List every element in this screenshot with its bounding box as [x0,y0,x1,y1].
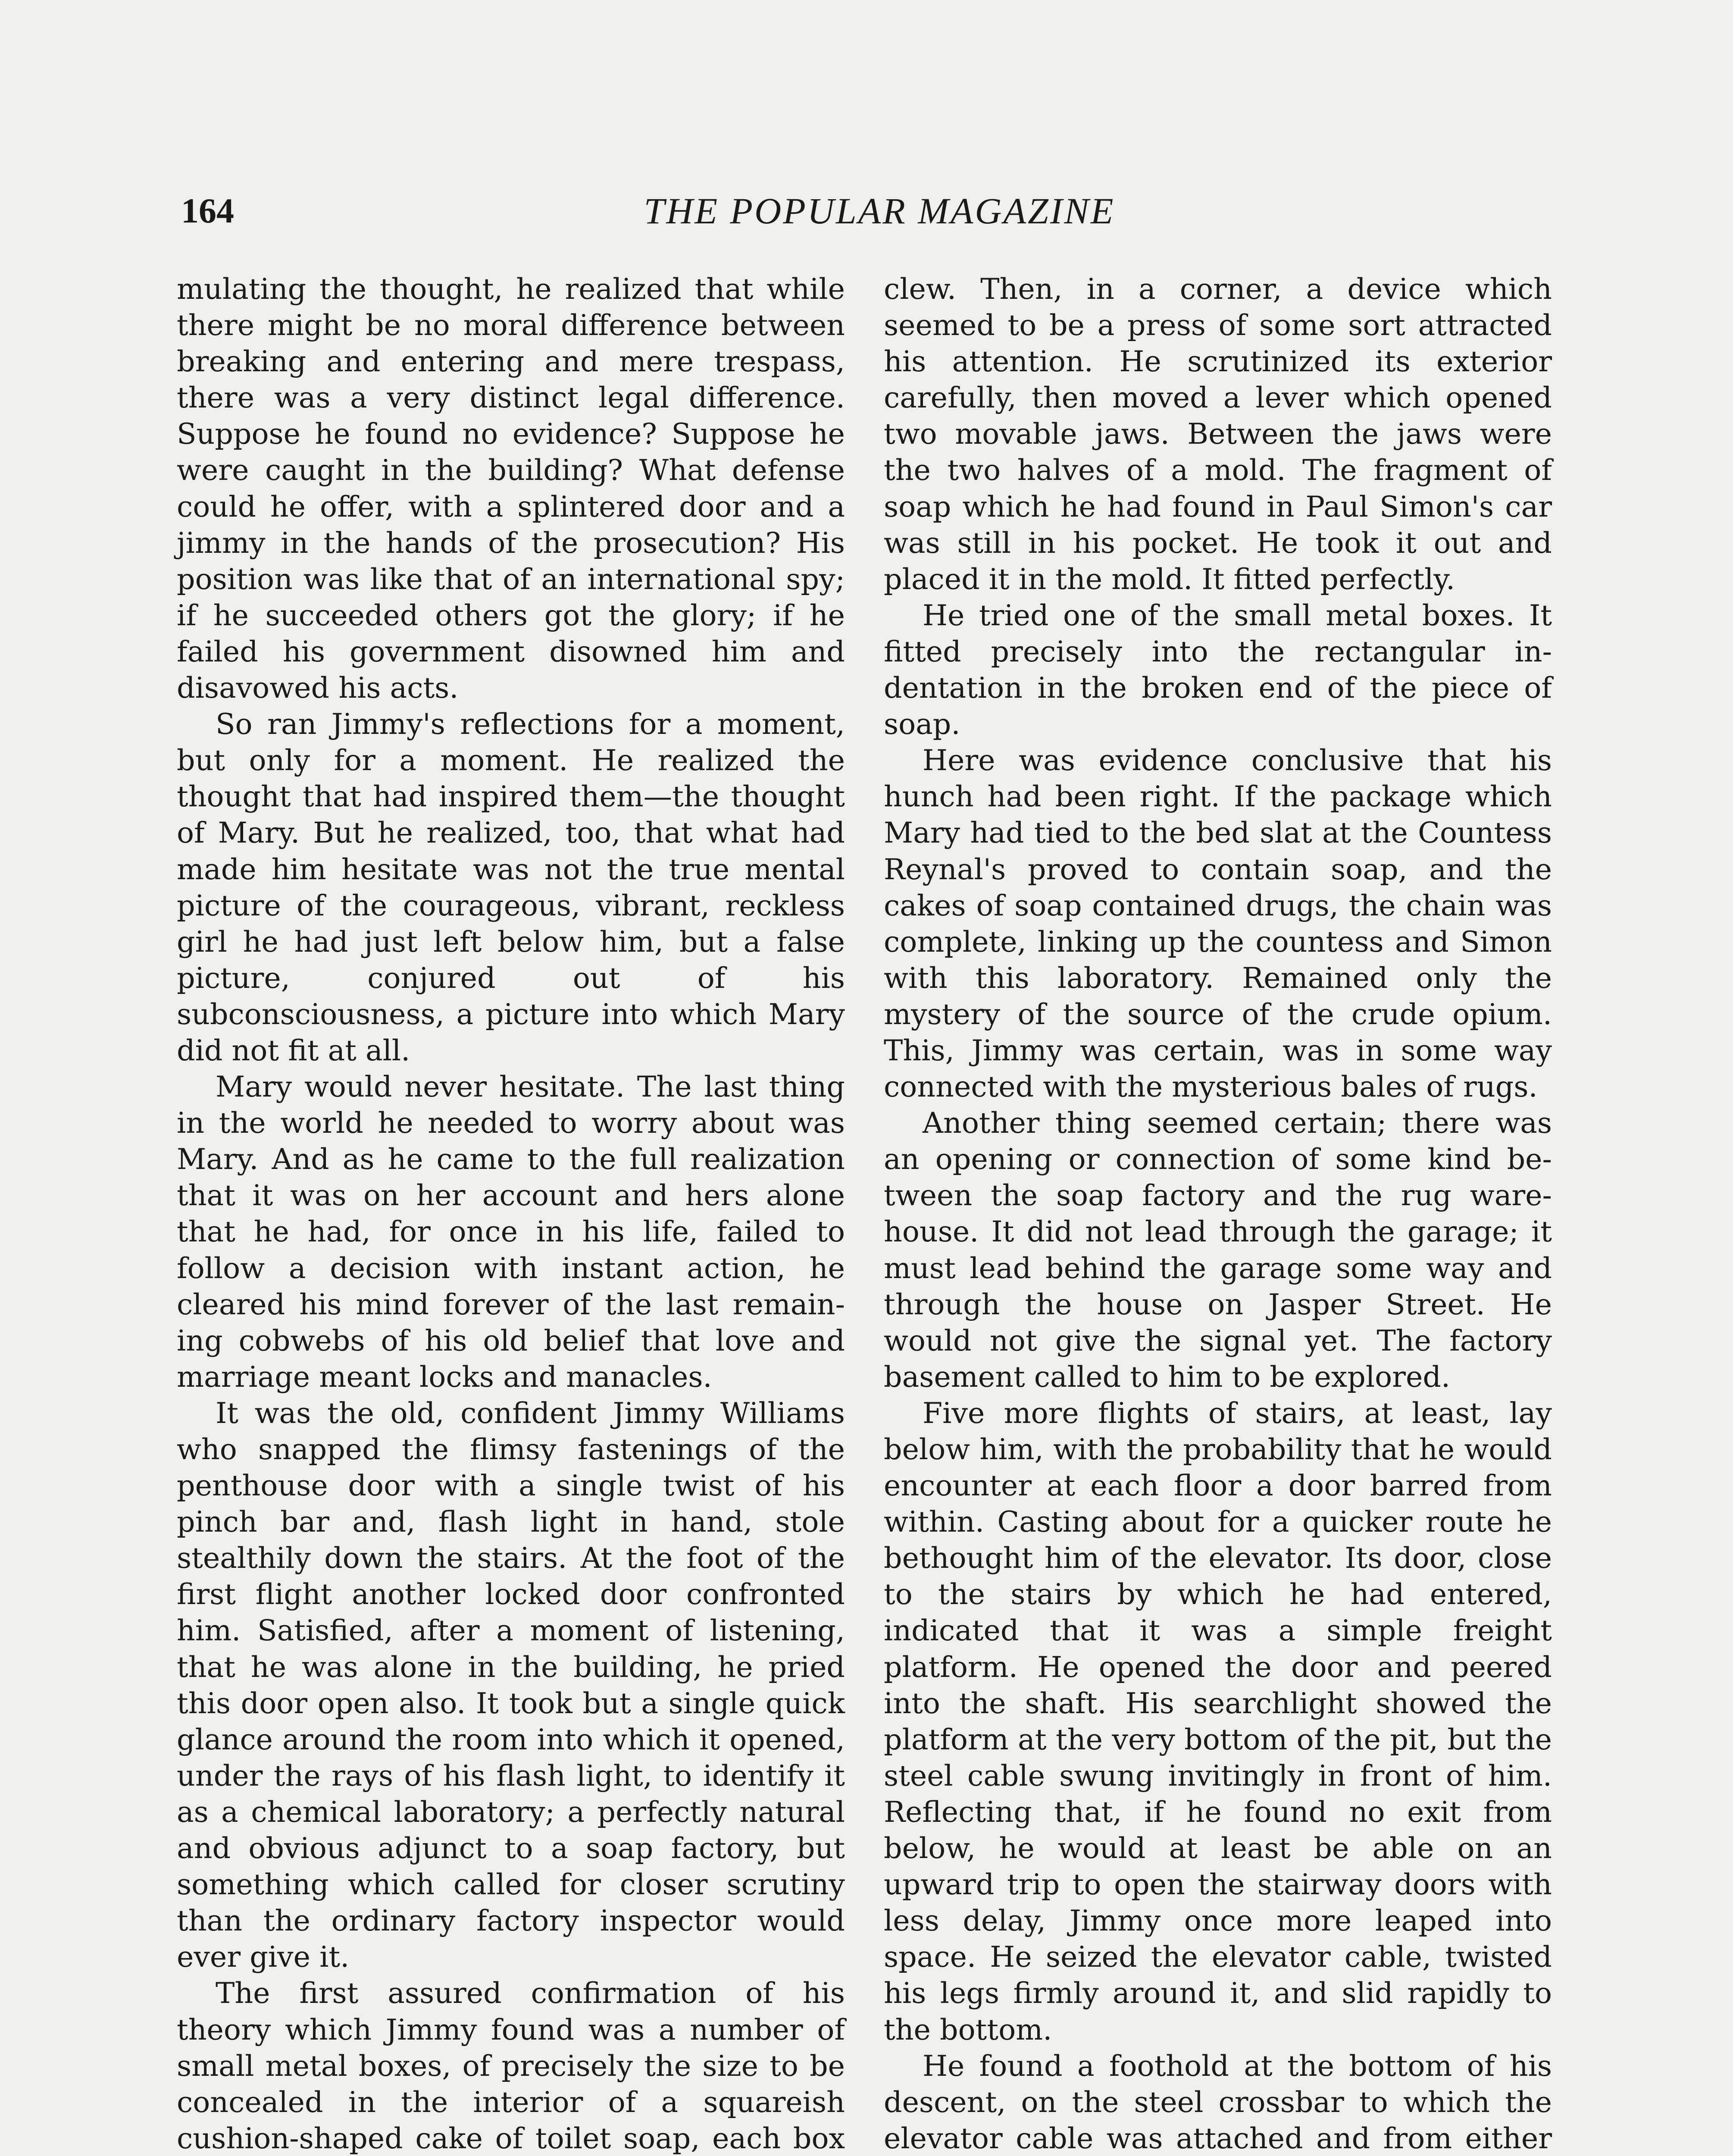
paragraph: He tried one of the small metal boxes. It fitted precisely into the rectangular indentation in the broken end of the piece of soap. [884,598,1552,741]
paragraph: So ran Jimmy's reflections for a moment, but only for a moment. He realized the thought that had inspired them—the thought of Mary. But he realized, too, that what had made him hesitate was not the true mental picture of the courageous, vibrant, reckless girl he had just left below him, but a false picture, conjured out of his subconsciousness, a picture into which Mary did not fit at all. [177,707,845,1067]
paragraph: Another thing seemed certain; there was an opening or connection of some kind between the soap factory and the rug warehouse. It did not lead through the garage; it must lead behind the garage some way and through the house on Jasper Street. He would not give the signal yet. The factory basement called to him to be explored. [884,1106,1552,1394]
paragraph: Five more flights of stairs, at least, lay below him, with the probability that he would encounter at each floor a door barred from within. Casting about for a quicker route he bethought him of the elevator. Its door, close to the stairs by which he had entered, indicated that it was a simple freight platform. He opened the door and peered into the shaft. His searchlight showed the platform at the very bottom of the pit, but the steel cable swung invitingly in front of him. Reflecting that, if he found no exit from below, he would at least be able on an upward trip to open the stairway doors with less delay, Jimmy once more leaped into space. He seized the elevator cable, twisted his legs firmly around it, and slid rapidly to the bottom. [884,1396,1552,2046]
running-title: THE POPULAR MAGAZINE [644,190,1115,232]
paragraph: It was the old, confident Jimmy Williams who snapped the flimsy fastenings of the penthouse door with a single twist of his pinch bar and, flash light in hand, stole stealthily down the stairs. At the foot of the first flight another locked door confronted him. Satisfied, after a moment of listening, that he was alone in the building, he pried this door open also. It took but a single quick glance around the room into which it opened, under the rays of his flash light, to identify it as a chemical laboratory; a perfectly natural and obvious adjunct to a soap factory, but something which called for closer scrutiny than the ordinary factory inspector would ever give it. [177,1396,845,1974]
page-header [181,187,1561,235]
paragraph: clew. Then, in a corner, a device which seemed to be a press of some sort attracted his attention. He scrutinized its exterior carefully, then moved a lever which opened two movable jaws. Between the jaws were the two halves of a mold. The fragment of soap which he had found in Paul Simon's car was still in his pocket. He took it out and placed it in the mold. It fitted perfectly. [884,272,1552,596]
paragraph: The first assured confirmation of his theory which Jimmy found was a number of small metal boxes, of precisely the size to be concealed in the interior of a squareish cushion-shaped cake of toilet soap, each box [177,1976,845,2155]
paragraph: He found a foothold at the bottom of his descent, on the steel crossbar to which the elevator cable was attached and from either [884,2049,1552,2155]
left-column [177,271,845,2156]
right-column [884,271,1552,2156]
page-number: 164 [181,191,234,230]
paragraph: Mary would never hesitate. The last thing in the world he needed to worry about was Mary. And as he came to the full realization that it was on her account and hers alone that he had, for once in his life, failed to follow a decision with instant action, he cleared his mind forever of the last remaining cobwebs of his old belief that love and marriage meant locks and manacles. [177,1070,845,1394]
paragraph: Here was evidence conclusive that his hunch had been right. If the package which Mary had tied to the bed slat at the Countess Reynal's proved to contain soap, and the cakes of soap contained drugs, the chain was complete, linking up the countess and Simon with this laboratory. Remained only the mystery of the source of the crude opium. This, Jimmy was certain, was in some way connected with the mysterious bales of rugs. [884,743,1552,1104]
paragraph: mulating the thought, he realized that while there might be no moral difference between breaking and entering and mere trespass, there was a very distinct legal difference. Suppose he found no evidence? Suppose he were caught in the building? What defense could he offer, with a splintered door and a jimmy in the hands of the prosecution? His position was like that of an international spy; if he succeeded others got the glory; if he failed his government disowned him and disavowed his acts. [177,272,845,705]
